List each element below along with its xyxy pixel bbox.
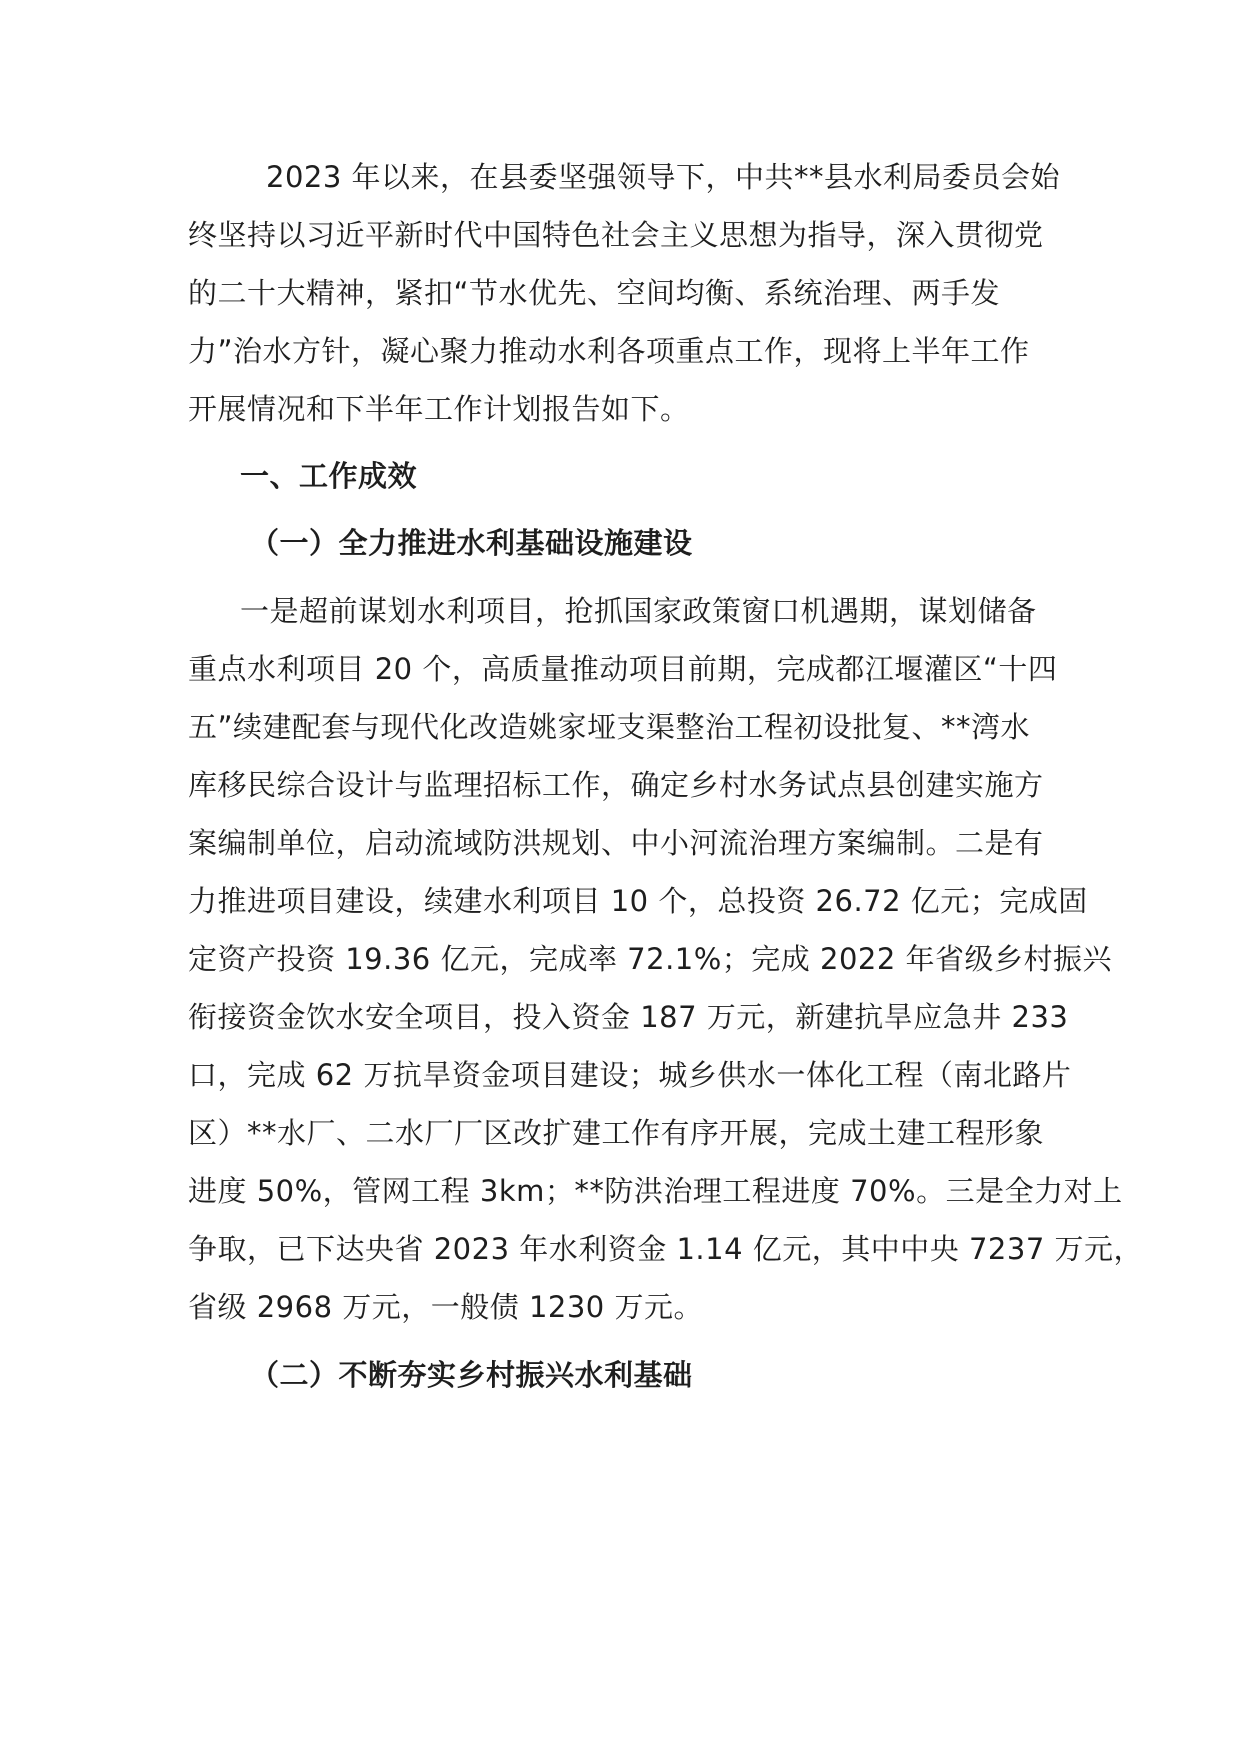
body-line-1: 一是超前谋划水利项目，抢抓国家政策窗口机遇期，谋划储备 [240,594,1037,628]
body-line-2: 重点水利项目 20 个，高质量推动项目前期，完成都江堰灌区“十四 [188,652,1058,686]
body-line-13: 省级 2968 万元，一般债 1230 万元。 [188,1290,703,1324]
intro-line-4: 力”治水方针，凝心聚力推动水利各项重点工作，现将上半年工作 [188,334,1030,368]
intro-line-3: 的二十大精神，紧扣“节水优先、空间均衡、系统治理、两手发 [188,276,1001,310]
body-line-8: 衔接资金饮水安全项目，投入资金 187 万元，新建抗旱应急井 233 [188,1000,1069,1034]
body-line-9: 口，完成 62 万抗旱资金项目建设；城乡供水一体化工程（南北路片 [188,1058,1072,1092]
body-line-7: 定资产投资 19.36 亿元，完成率 72.1%；完成 2022 年省级乡村振兴 [188,942,1113,976]
intro-line-5: 开展情况和下半年工作计划报告如下。 [188,392,690,426]
body-line-5: 案编制单位，启动流域防洪规划、中小河流治理方案编制。二是有 [188,826,1044,860]
subsection-1-heading: （一）全力推进水利基础设施建设 [250,526,693,560]
intro-line-1: 2023 年以来，在县委坚强领导下，中共**县水利局委员会始 [266,160,1061,194]
body-line-3: 五”续建配套与现代化改造姚家垭支渠整治工程初设批复、**湾水 [188,710,1031,744]
body-line-12: 争取，已下达央省 2023 年水利资金 1.14 亿元，其中中央 7237 万元， [188,1232,1143,1266]
body-line-10: 区）**水厂、二水厂厂区改扩建工作有序开展，完成土建工程形象 [188,1116,1045,1150]
body-line-6: 力推进项目建设，续建水利项目 10 个，总投资 26.72 亿元；完成固 [188,884,1088,918]
body-line-4: 库移民综合设计与监理招标工作，确定乡村水务试点县创建实施方 [188,768,1044,802]
section-1-heading: 一、工作成效 [240,459,418,493]
subsection-2-heading: （二）不断夯实乡村振兴水利基础 [250,1358,693,1392]
intro-line-2: 终坚持以习近平新时代中国特色社会主义思想为指导，深入贯彻党 [188,218,1044,252]
body-line-11: 进度 50%，管网工程 3km；**防洪治理工程进度 70%。三是全力对上 [188,1174,1123,1208]
